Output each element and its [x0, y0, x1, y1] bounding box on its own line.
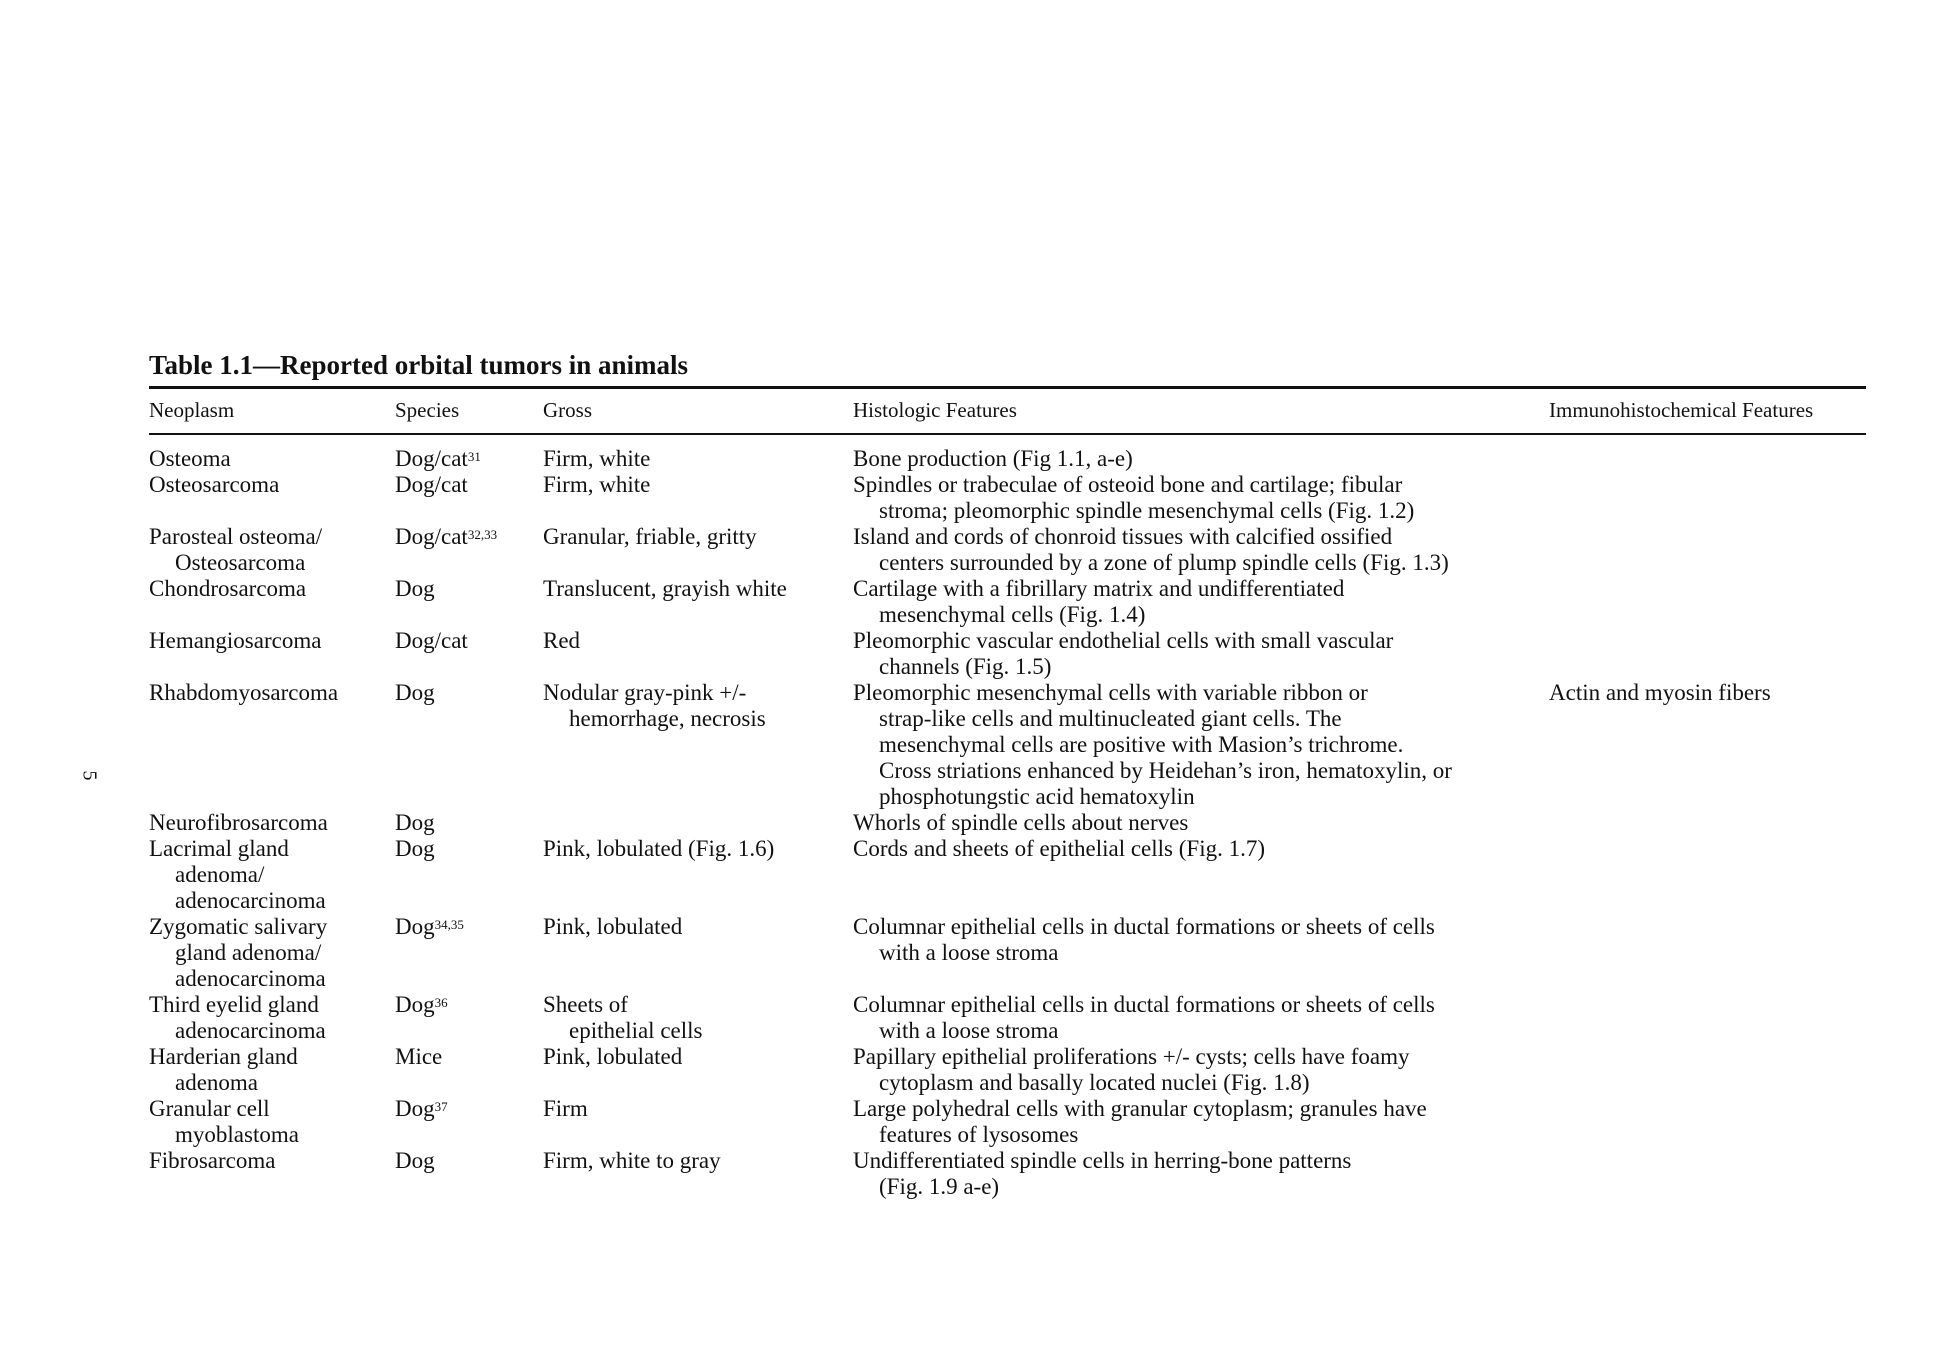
cell-neoplasm-line: adenoma/ — [175, 862, 265, 887]
cell-histologic-line: strap-like cells and multinucleated giant cells. The — [879, 706, 1342, 731]
species-text: Dog/cat — [395, 472, 468, 497]
cell-histologic-line: Columnar epithelial cells in ductal formations or sheets of cells — [853, 914, 1435, 939]
cell-gross — [543, 472, 843, 498]
header-histologic: Histologic Features — [853, 398, 1017, 422]
cell-species — [395, 680, 543, 706]
cell-gross-line: Pink, lobulated — [543, 914, 683, 939]
cell-histologic-line: mesenchymal cells are positive with Masion’s trichrome. — [879, 732, 1404, 757]
cell-histologic — [853, 992, 1543, 1044]
cell-histologic-line: phosphotungstic acid hematoxylin — [879, 784, 1195, 809]
cell-histologic-line: Island and cords of chonroid tissues with calcified ossified — [853, 524, 1393, 549]
cell-histologic-line: Spindles or trabeculae of osteoid bone and cartilage; fibular — [853, 472, 1403, 497]
cell-neoplasm-line: Parosteal osteoma/ — [149, 524, 323, 549]
cell-histologic-line: features of lysosomes — [879, 1122, 1079, 1147]
cell-neoplasm-line: Third eyelid gland — [149, 992, 319, 1017]
table-header-row — [149, 389, 1866, 433]
table-row — [149, 836, 1866, 914]
cell-neoplasm — [149, 472, 389, 498]
cell-neoplasm-line: myoblastoma — [175, 1122, 299, 1147]
header-species: Species — [395, 398, 460, 422]
cell-neoplasm-line: Osteosarcoma — [175, 550, 306, 575]
cell-histologic — [853, 810, 1543, 836]
cell-histologic-line: (Fig. 1.9 a-e) — [879, 1174, 1000, 1199]
species-text: Dog — [395, 810, 435, 835]
cell-gross — [543, 576, 843, 602]
cell-histologic-line: Cords and sheets of epithelial cells (Fig. 1.7) — [853, 836, 1266, 861]
cell-histologic-line: stroma; pleomorphic spindle mesenchymal cells (Fig. 1.2) — [879, 498, 1415, 523]
cell-histologic-line: centers surrounded by a zone of plump spindle cells (Fig. 1.3) — [879, 550, 1449, 575]
cell-histologic — [853, 1096, 1543, 1148]
cell-histologic — [853, 914, 1543, 966]
table-row — [149, 914, 1866, 992]
species-text: Dog — [395, 680, 435, 705]
cell-gross-line: Pink, lobulated (Fig. 1.6) — [543, 836, 775, 861]
table-container — [149, 348, 1866, 1200]
header-neoplasm: Neoplasm — [149, 398, 235, 422]
cell-gross-line: Red — [543, 628, 581, 653]
table-row — [149, 992, 1866, 1044]
species-text: Dog — [395, 1096, 435, 1121]
cell-neoplasm-line: Zygomatic salivary — [149, 914, 328, 939]
cell-histologic-line: Columnar epithelial cells in ductal formations or sheets of cells — [853, 992, 1435, 1017]
species-text: Dog — [395, 836, 435, 861]
cell-species — [395, 914, 543, 940]
species-text: Mice — [395, 1044, 443, 1069]
cell-neoplasm-line: Osteoma — [149, 446, 231, 471]
cell-immunohistochemical: Actin and myosin fibers — [1549, 680, 1771, 705]
cell-neoplasm-line: Lacrimal gland — [149, 836, 289, 861]
cell-histologic-line: with a loose stroma — [879, 1018, 1059, 1043]
cell-species — [395, 628, 543, 654]
table-body — [149, 435, 1866, 1200]
cell-histologic — [853, 836, 1543, 862]
cell-neoplasm-line: adenoma — [175, 1070, 259, 1095]
cell-histologic-line: with a loose stroma — [879, 940, 1059, 965]
cell-histologic — [853, 446, 1543, 472]
species-text: Dog — [395, 576, 435, 601]
cell-species — [395, 576, 543, 602]
cell-histologic-line: Cross striations enhanced by Heidehan’s iron, hematoxylin, or — [879, 758, 1452, 783]
table-row — [149, 576, 1866, 628]
species-reference: 31 — [467, 449, 481, 464]
cell-neoplasm-line: gland adenoma/ — [175, 940, 322, 965]
table-row — [149, 446, 1866, 472]
cell-histologic — [853, 1148, 1543, 1200]
cell-species — [395, 810, 543, 836]
cell-species — [395, 1044, 543, 1070]
cell-neoplasm — [149, 1044, 389, 1096]
cell-gross — [543, 836, 843, 862]
cell-neoplasm — [149, 836, 389, 914]
species-text: Dog/cat — [395, 446, 468, 471]
cell-gross — [543, 992, 843, 1044]
cell-gross — [543, 680, 843, 732]
table-row — [149, 1096, 1866, 1148]
cell-gross — [543, 1096, 843, 1122]
species-reference: 37 — [434, 1099, 448, 1114]
cell-gross-line: Pink, lobulated — [543, 1044, 683, 1069]
table-title: Table 1.1—Reported orbital tumors in animals — [149, 350, 689, 380]
cell-neoplasm-line: Chondrosarcoma — [149, 576, 307, 601]
cell-histologic — [853, 576, 1543, 628]
species-reference: 36 — [434, 995, 448, 1010]
cell-histologic-line: Pleomorphic mesenchymal cells with variable ribbon or — [853, 680, 1368, 705]
cell-histologic — [853, 628, 1543, 680]
cell-neoplasm — [149, 1148, 389, 1174]
cell-histologic-line: Pleomorphic vascular endothelial cells with small vascular — [853, 628, 1394, 653]
cell-histologic — [853, 524, 1543, 576]
table-row — [149, 628, 1866, 680]
cell-gross-line: Granular, friable, gritty — [543, 524, 757, 549]
species-text: Dog/cat — [395, 524, 468, 549]
cell-histologic-line: Undifferentiated spindle cells in herring-bone patterns — [853, 1148, 1352, 1173]
table-row — [149, 1148, 1866, 1200]
cell-species — [395, 472, 543, 498]
cell-neoplasm-line: Neurofibrosarcoma — [149, 810, 328, 835]
cell-histologic-line: channels (Fig. 1.5) — [879, 654, 1052, 679]
cell-gross-line: Firm — [543, 1096, 588, 1121]
cell-gross — [543, 446, 843, 472]
cell-histologic-line: Papillary epithelial proliferations +/- cysts; cells have foamy — [853, 1044, 1410, 1069]
cell-gross — [543, 1044, 843, 1070]
cell-histologic-line: cytoplasm and basally located nuclei (Fig. 1.8) — [879, 1070, 1310, 1095]
species-text: Dog — [395, 992, 435, 1017]
cell-species — [395, 1148, 543, 1174]
cell-histologic-line: Bone production (Fig 1.1, a-e) — [853, 446, 1133, 471]
cell-gross-line: hemorrhage, necrosis — [569, 706, 766, 731]
cell-neoplasm — [149, 1096, 389, 1148]
cell-species — [395, 992, 543, 1018]
cell-neoplasm-line: Osteosarcoma — [149, 472, 280, 497]
cell-species — [395, 524, 543, 550]
cell-histologic-line: Whorls of spindle cells about nerves — [853, 810, 1189, 835]
species-text: Dog/cat — [395, 628, 468, 653]
cell-species — [395, 446, 543, 472]
table-row — [149, 810, 1866, 836]
cell-neoplasm-line: Hemangiosarcoma — [149, 628, 322, 653]
cell-neoplasm-line: adenocarcinoma — [175, 888, 326, 913]
species-reference: 34,35 — [434, 917, 464, 932]
cell-histologic — [853, 472, 1543, 524]
cell-neoplasm — [149, 914, 389, 992]
cell-neoplasm — [149, 992, 389, 1044]
header-immunohistochemical: Immunohistochemical Features — [1549, 398, 1814, 422]
species-text: Dog — [395, 914, 435, 939]
cell-gross — [543, 524, 843, 550]
header-gross: Gross — [543, 398, 593, 422]
cell-gross-line: Firm, white — [543, 472, 651, 497]
cell-gross-line: Firm, white to gray — [543, 1148, 721, 1173]
cell-neoplasm — [149, 628, 389, 654]
cell-neoplasm — [149, 680, 389, 706]
page-number: 5 — [78, 770, 101, 781]
cell-neoplasm — [149, 810, 389, 836]
species-reference: 32,33 — [467, 527, 498, 542]
cell-gross-line: Translucent, grayish white — [543, 576, 787, 601]
cell-neoplasm — [149, 446, 389, 472]
table-row — [149, 680, 1866, 810]
cell-gross — [543, 628, 843, 654]
table-row — [149, 1044, 1866, 1096]
cell-gross — [543, 914, 843, 940]
cell-histologic-line: mesenchymal cells (Fig. 1.4) — [879, 602, 1146, 627]
cell-histologic — [853, 680, 1543, 810]
cell-neoplasm-line: adenocarcinoma — [175, 1018, 326, 1043]
cell-histologic — [853, 1044, 1543, 1096]
cell-gross-line: epithelial cells — [569, 1018, 703, 1043]
cell-gross-line: Firm, white — [543, 446, 651, 471]
cell-histologic-line: Cartilage with a fibrillary matrix and undifferentiated — [853, 576, 1345, 601]
table-row — [149, 524, 1866, 576]
species-text: Dog — [395, 1148, 435, 1173]
cell-neoplasm — [149, 576, 389, 602]
cell-gross-line: Sheets of — [543, 992, 628, 1017]
cell-neoplasm-line: Granular cell — [149, 1096, 270, 1121]
cell-histologic-line: Large polyhedral cells with granular cytoplasm; granules have — [853, 1096, 1427, 1121]
cell-neoplasm — [149, 524, 389, 576]
cell-species — [395, 836, 543, 862]
cell-gross-line: Nodular gray-pink +/- — [543, 680, 747, 705]
cell-neoplasm-line: Fibrosarcoma — [149, 1148, 276, 1173]
cell-species — [395, 1096, 543, 1122]
cell-neoplasm-line: Rhabdomyosarcoma — [149, 680, 339, 705]
table-row — [149, 472, 1866, 524]
cell-neoplasm-line: adenocarcinoma — [175, 966, 326, 991]
cell-neoplasm-line: Harderian gland — [149, 1044, 298, 1069]
cell-gross — [543, 1148, 843, 1174]
